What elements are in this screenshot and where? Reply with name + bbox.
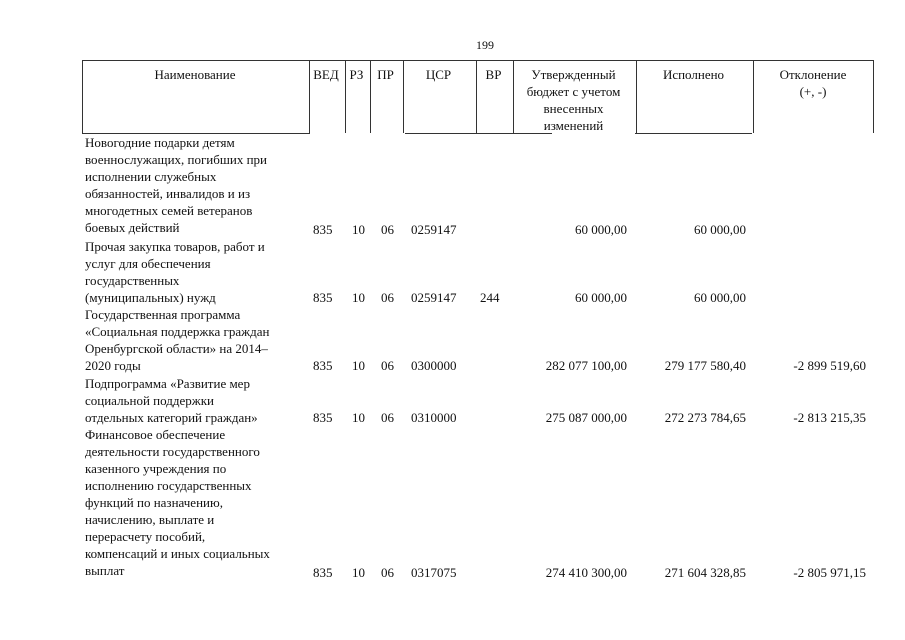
row-csr: 0317075 <box>411 565 457 580</box>
row-approved: 60 000,00 <box>575 222 627 237</box>
row-vr: 244 <box>480 290 500 305</box>
row-csr: 0300000 <box>411 358 457 373</box>
row-name: Финансовое обеспечение деятельности государственного казенного учреждения по исполнению государственных функций по назначению, начислению, выплате и перерасчету пособий, компенсаций и иных социальных выплат <box>85 427 270 578</box>
row-pr: 06 <box>381 358 394 373</box>
row-executed: 272 273 784,65 <box>664 410 746 425</box>
row-executed: 60 000,00 <box>694 290 746 305</box>
row-ved: 835 <box>313 290 333 305</box>
row-deviation: -2 813 215,35 <box>793 410 866 425</box>
row-rz: 10 <box>352 358 365 373</box>
header-deviation: Отклонение (+, -) <box>779 67 847 99</box>
header-rule <box>635 133 752 134</box>
row-ved: 835 <box>313 565 333 580</box>
row-executed: 271 604 328,85 <box>664 565 746 580</box>
row-csr: 0259147 <box>411 290 457 305</box>
row-pr: 06 <box>381 222 394 237</box>
row-ved: 835 <box>313 222 333 237</box>
row-approved: 60 000,00 <box>575 290 627 305</box>
header-executed: Исполнено <box>662 67 725 82</box>
row-deviation: -2 899 519,60 <box>793 358 866 373</box>
row-name: Государственная программа «Социальная поддержка граждан Оренбургской области» на 2014– 2020 годы <box>85 307 270 373</box>
header-csr: ЦСР <box>425 67 452 82</box>
header-approved: Утвержденный бюджет с учетом внесенных изменений <box>526 67 621 133</box>
row-name: Прочая закупка товаров, работ и услуг для обеспечения государственных (муниципальных) нужд <box>85 239 265 305</box>
row-csr: 0310000 <box>411 410 457 425</box>
header-rz: РЗ <box>349 67 364 82</box>
row-approved: 282 077 100,00 <box>545 358 627 373</box>
header-pr: ПР <box>377 67 394 82</box>
row-deviation: -2 805 971,15 <box>793 565 866 580</box>
row-executed: 279 177 580,40 <box>664 358 746 373</box>
row-executed: 60 000,00 <box>694 222 746 237</box>
header-name: Наименование <box>154 67 236 82</box>
row-ved: 835 <box>313 410 333 425</box>
row-rz: 10 <box>352 410 365 425</box>
row-ved: 835 <box>313 358 333 373</box>
row-pr: 06 <box>381 565 394 580</box>
page-number: 199 <box>476 38 494 52</box>
row-csr: 0259147 <box>411 222 457 237</box>
header-ved: ВЕД <box>313 67 339 82</box>
header-vr: ВР <box>485 67 502 82</box>
row-name: Новогодние подарки детям военнослужащих, погибших при исполнении служебных обязанностей, инвалидов и из многодетных семей ветеранов боевых действий <box>85 135 268 235</box>
row-rz: 10 <box>352 565 365 580</box>
row-rz: 10 <box>352 290 365 305</box>
row-name: Подпрограмма «Развитие мер социальной поддержки отдельных категорий граждан» <box>85 376 258 425</box>
row-approved: 274 410 300,00 <box>545 565 627 580</box>
row-approved: 275 087 000,00 <box>545 410 627 425</box>
row-rz: 10 <box>352 222 365 237</box>
row-pr: 06 <box>381 410 394 425</box>
row-pr: 06 <box>381 290 394 305</box>
